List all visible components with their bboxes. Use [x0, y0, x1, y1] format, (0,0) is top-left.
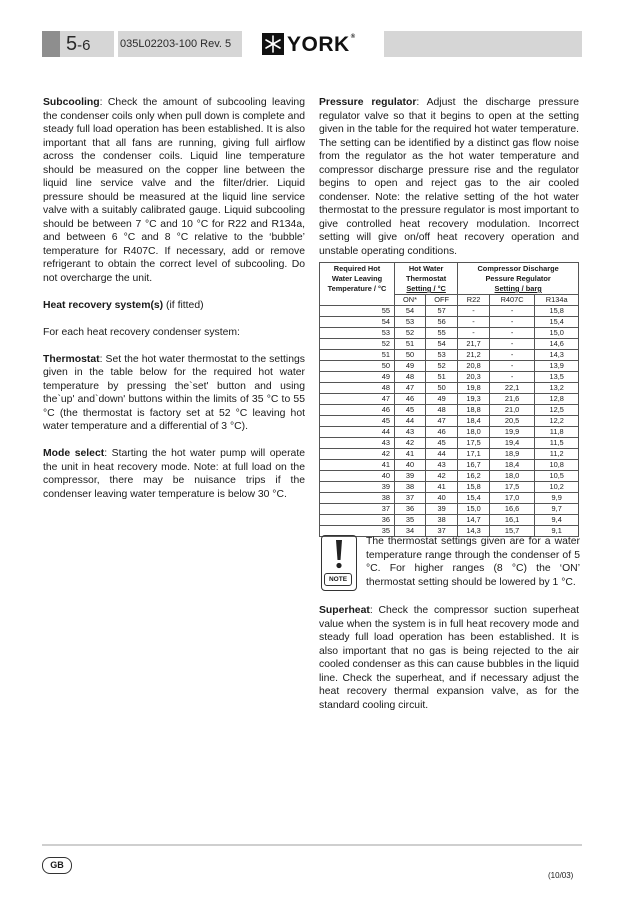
table-row [320, 394, 579, 405]
table-cell: 54 [425, 339, 457, 350]
table-cell: 11,8 [535, 427, 579, 438]
table-row [320, 328, 579, 339]
settings-table [319, 262, 579, 537]
table-cell: - [489, 339, 535, 350]
table-cell: 18,0 [489, 471, 535, 482]
table-row [320, 361, 579, 372]
table-cell: 15,0 [458, 504, 490, 515]
table-cell: 42 [425, 471, 457, 482]
table-cell: 13,5 [535, 372, 579, 383]
table-row [320, 471, 579, 482]
table-cell: 13,9 [535, 361, 579, 372]
table-cell: 10,8 [535, 460, 579, 471]
table-cell: 16,6 [489, 504, 535, 515]
table-cell: 10,5 [535, 471, 579, 482]
table-cell: 19,3 [458, 394, 490, 405]
table-cell: - [458, 317, 490, 328]
table-cell: 43 [320, 438, 395, 449]
table-cell: 12,2 [535, 416, 579, 427]
table-row [320, 383, 579, 394]
table-cell: - [489, 328, 535, 339]
table-cell: 15,8 [458, 482, 490, 493]
table-cell: 52 [320, 339, 395, 350]
table-cell: 43 [395, 427, 426, 438]
header-dark-tab [42, 31, 60, 57]
table-cell: 55 [425, 328, 457, 339]
table-cell: 19,9 [489, 427, 535, 438]
col-header-thermostat: Hot Water Thermostat Setting / °C [395, 263, 458, 295]
exclamation-icon [322, 536, 356, 572]
pressure-regulator-paragraph: Pressure regulator: Adjust the discharge pressure regulator valve so that it begins to open at the setting given in the table for the required hot water temperature. The setting can be identified by a distinct gas flow noise from the regulator as the hot water temperature and compressor discharge pressure rise and the regulator begins to open and reject gas to the air cooled condenser. Note: the relative setting of the hot water thermostat to the pressure regulator is most important to give controlled heat recovery modulation. Incorrect setting will give on/off heat recovery operation and unstable operating conditions. [319, 97, 579, 257]
table-cell: 18,9 [489, 449, 535, 460]
table-row [320, 493, 579, 504]
table-cell: 46 [425, 427, 457, 438]
table-cell: 20,3 [458, 372, 490, 383]
table-cell: 15,8 [535, 306, 579, 317]
table-cell: 35 [395, 515, 426, 526]
table-cell: 10,2 [535, 482, 579, 493]
table-row [320, 449, 579, 460]
table-cell: 52 [395, 328, 426, 339]
table-cell: 41 [320, 460, 395, 471]
table-cell: 53 [395, 317, 426, 328]
table-cell: 39 [395, 471, 426, 482]
right-column [319, 96, 579, 272]
table-row [320, 317, 579, 328]
table-cell: 39 [320, 482, 395, 493]
table-cell: 48 [320, 383, 395, 394]
table-cell: 21,2 [458, 350, 490, 361]
table-cell: 38 [320, 493, 395, 504]
table-cell: 39 [425, 504, 457, 515]
table-cell: 57 [425, 306, 457, 317]
table-cell: 9,7 [535, 504, 579, 515]
table-cell: 48 [425, 405, 457, 416]
table-cell: 48 [395, 372, 426, 383]
table-cell: 12,5 [535, 405, 579, 416]
table-cell: - [489, 372, 535, 383]
table-cell: - [489, 350, 535, 361]
table-cell: 20,8 [458, 361, 490, 372]
table-row [320, 438, 579, 449]
york-logo [262, 33, 356, 55]
language-badge: GB [42, 857, 72, 874]
header-right-band [384, 31, 582, 57]
table-cell: 21,7 [458, 339, 490, 350]
table-cell: 40 [425, 493, 457, 504]
table-cell: 15,4 [458, 493, 490, 504]
note-text: The thermostat settings given are for a water temperature range through the condenser of 5 °C. For higher ranges (8 °C) the ‘ON’ thermostat setting should be lowered by 1 °C. [366, 536, 580, 588]
table-cell: 11,5 [535, 438, 579, 449]
note-label: NOTE [324, 573, 352, 586]
table-cell: 52 [425, 361, 457, 372]
table-cell: 9,9 [535, 493, 579, 504]
table-cell: 22,1 [489, 383, 535, 394]
table-cell: 19,8 [458, 383, 490, 394]
col-header-regulator: Compressor Discharge Pessure Regulator Setting / barg [458, 263, 579, 295]
table-cell: 18,4 [458, 416, 490, 427]
table-cell: 35 [320, 526, 395, 537]
snowflake-icon [262, 33, 284, 55]
table-cell: 17,5 [489, 482, 535, 493]
table-cell: 40 [320, 471, 395, 482]
table-cell: 17,5 [458, 438, 490, 449]
heat-recovery-heading: Heat recovery system(s) (if fitted) [43, 299, 204, 311]
table-cell: 9,4 [535, 515, 579, 526]
subheader-r134a: R134a [535, 295, 579, 306]
table-cell: 14,6 [535, 339, 579, 350]
table-cell: 21,0 [489, 405, 535, 416]
table-cell: 19,4 [489, 438, 535, 449]
table-cell: 44 [395, 416, 426, 427]
table-row [320, 504, 579, 515]
table-cell: - [458, 306, 490, 317]
table-cell: 44 [320, 427, 395, 438]
table-cell: 15,4 [535, 317, 579, 328]
table-cell: - [489, 361, 535, 372]
table-cell: 50 [320, 361, 395, 372]
subheader-off: OFF [425, 295, 457, 306]
table-row [320, 416, 579, 427]
table-cell: 56 [425, 317, 457, 328]
table-cell: 13,2 [535, 383, 579, 394]
table-cell: 53 [425, 350, 457, 361]
table-cell: 50 [425, 383, 457, 394]
document-reference: 035L02203-100 Rev. 5 [120, 38, 232, 50]
table-row [320, 515, 579, 526]
table-cell: 36 [395, 504, 426, 515]
left-column [43, 96, 305, 515]
table-cell: 16,1 [489, 515, 535, 526]
subheader-r22: R22 [458, 295, 490, 306]
page-number: 5-6 [66, 33, 91, 55]
table-cell: 49 [395, 361, 426, 372]
table-header-row [320, 263, 579, 295]
table-cell: 42 [320, 449, 395, 460]
table-cell: 47 [395, 383, 426, 394]
table-cell: 42 [395, 438, 426, 449]
table-cell: 53 [320, 328, 395, 339]
table-cell: 55 [320, 306, 395, 317]
table-cell: 12,8 [535, 394, 579, 405]
logo-wordmark: YORK® [287, 32, 356, 56]
table-cell: 14,3 [535, 350, 579, 361]
table-cell: 41 [395, 449, 426, 460]
table-cell: 11,2 [535, 449, 579, 460]
table-cell: 49 [320, 372, 395, 383]
subheader-r407c: R407C [489, 295, 535, 306]
table-cell: 50 [395, 350, 426, 361]
table-cell: 18,4 [489, 460, 535, 471]
table-cell: 46 [395, 394, 426, 405]
table-row [320, 427, 579, 438]
table-cell: 38 [425, 515, 457, 526]
table-cell: 16,7 [458, 460, 490, 471]
table-row [320, 482, 579, 493]
table-cell: 47 [320, 394, 395, 405]
table-cell: 47 [425, 416, 457, 427]
table-row [320, 350, 579, 361]
table-cell: 38 [395, 482, 426, 493]
footer-date: (10/03) [548, 871, 574, 880]
table-cell: 34 [395, 526, 426, 537]
table-row [320, 405, 579, 416]
subcooling-paragraph: Subcooling: Check the amount of subcooling leaving the condenser coils only when pull down is complete and steady full load operation has been established. It is also important that all fans are running, giving full airflow across the condenser coils. Liquid line temperature should be measured on the copper line between the liquid line service valve and the filter/drier. Liquid pressure should be measured at the liquid line service valve with a suitably calibrated gauge. Liquid subcooling should be between 7 °C and 10 °C for R22 and R134a, and between 6 °C and 8 °C relative to the ‘bubble’ temperature for R407C. If necessary, add or remove refrigerant to obtain the correct level of subcooling. Do not overcharge the unit. [43, 97, 305, 284]
thermostat-paragraph: Thermostat: Set the hot water thermostat to the settings given in the table below for the required hot water temperature by pressing the`set' button and using the`up' and`down' buttons within the limits of 35 °C to 55 °C (the thermostat is factory set at 52 °C leaving hot water temperature and a differential of 3 °C). [43, 353, 305, 432]
table-cell: 37 [320, 504, 395, 515]
table-cell: 45 [320, 416, 395, 427]
table-cell: 17,0 [489, 493, 535, 504]
table-cell: 9,1 [535, 526, 579, 537]
table-cell: 51 [395, 339, 426, 350]
table-row [320, 372, 579, 383]
table-cell: 51 [425, 372, 457, 383]
col-header-required-temp: Required Hot Water Leaving Temperature / °C [320, 263, 395, 306]
table-cell: 18,8 [458, 405, 490, 416]
table-cell: - [489, 306, 535, 317]
table-cell: 17,1 [458, 449, 490, 460]
table-cell: 40 [395, 460, 426, 471]
table-cell: 20,5 [489, 416, 535, 427]
table-row [320, 306, 579, 317]
table-cell: 36 [320, 515, 395, 526]
footer-divider [42, 844, 582, 846]
table-cell: 44 [425, 449, 457, 460]
table-cell: 37 [425, 526, 457, 537]
table-cell: - [489, 317, 535, 328]
subheader-on: ON* [395, 295, 426, 306]
table-cell: 45 [395, 405, 426, 416]
table-row [320, 460, 579, 471]
table-cell: 51 [320, 350, 395, 361]
table-cell: 15,0 [535, 328, 579, 339]
superheat-paragraph: Superheat: Check the compressor suction superheat value when the system is in full heat recovery mode and steady full load operation has been established. It is also important that no gas is being rejected to the air cooled condenser as this can cause bubbles in the liquid line. Check the superheat, and if necessary adjust the heat recovery thermal expansion valve, as for the standard cooling circuit. [319, 605, 579, 711]
heat-recovery-intro: For each heat recovery condenser system: [43, 326, 240, 338]
table-cell: 15,7 [489, 526, 535, 537]
table-cell: 21,6 [489, 394, 535, 405]
table-cell: 14,3 [458, 526, 490, 537]
table-cell: 37 [395, 493, 426, 504]
table-cell: 54 [320, 317, 395, 328]
table-cell: 18,0 [458, 427, 490, 438]
table-cell: 14,7 [458, 515, 490, 526]
table-cell: 45 [425, 438, 457, 449]
table-row [320, 339, 579, 350]
table-cell: 43 [425, 460, 457, 471]
table-cell: 16,2 [458, 471, 490, 482]
table-cell: 46 [320, 405, 395, 416]
mode-select-paragraph: Mode select: Starting the hot water pump will operate the unit in heat recovery mode. Note: at full load on the compressor, there may be nuisance trips if the condenser leaving water temperature is below 30 °C. [43, 448, 305, 500]
table-cell: 54 [395, 306, 426, 317]
table-cell: - [458, 328, 490, 339]
table-cell: 41 [425, 482, 457, 493]
table-cell: 49 [425, 394, 457, 405]
